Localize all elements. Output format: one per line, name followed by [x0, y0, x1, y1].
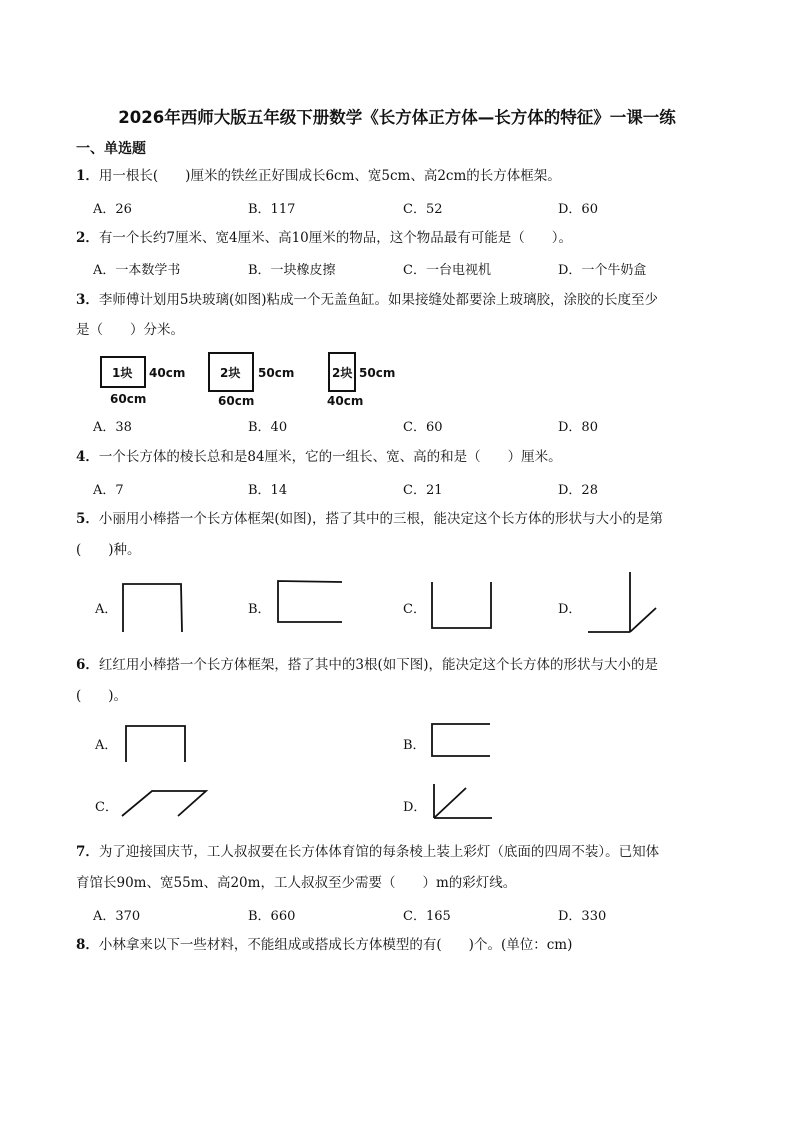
option-b[interactable]: B．40 [248, 420, 288, 435]
option-a[interactable]: A．38 [93, 420, 132, 435]
option-d[interactable]: D．60 [558, 202, 598, 217]
question-text: 红红用小棒搭一个长方体框架，搭了其中的3根(如下图)，能决定这个长方体的形状与大小的是 [98, 657, 659, 673]
question-4 [76, 447, 562, 467]
frame-figure-c [428, 580, 496, 632]
question-number: 3． [76, 292, 99, 308]
question-8 [76, 935, 572, 955]
piece-side-label: 50cm [359, 366, 396, 380]
question-6 [76, 655, 658, 675]
question-1 [76, 166, 561, 186]
question-2 [76, 228, 572, 248]
option-c[interactable]: C．一台电视机 [403, 263, 491, 278]
piece-side-label: 40cm [149, 366, 186, 380]
piece-side-label: 50cm [258, 366, 295, 380]
glass-piece-1 [100, 356, 146, 388]
option-c[interactable]: C．60 [403, 420, 443, 435]
option-c[interactable]: C． [95, 800, 118, 815]
question-text: 为了迎接国庆节，工人叔叔要在长方体体育馆的每条棱上装上彩灯（底面的四周不装）。已知体 [98, 844, 660, 860]
piece-bottom-label: 60cm [110, 392, 147, 406]
option-d[interactable]: D．28 [558, 483, 598, 498]
question-number: 6． [76, 657, 99, 673]
question-number: 7． [76, 844, 99, 860]
question-text: 用一根长( )厘米的铁丝正好围成长6cm、宽5cm、高2cm的长方体框架。 [98, 168, 561, 184]
option-a[interactable]: A．一本数学书 [93, 263, 181, 278]
frame-figure-a [122, 722, 190, 766]
question-text: 有一个长约7厘米、宽4厘米、高10厘米的物品，这个物品最有可能是（ ）。 [98, 230, 573, 246]
option-b[interactable]: B． [248, 602, 271, 617]
option-b[interactable]: B． [403, 738, 426, 753]
question-6-continued: ( )。 [76, 688, 128, 704]
question-text: 一个长方体的棱长总和是84厘米，它的一组长、宽、高的和是（ ）厘米。 [98, 449, 562, 465]
question-number: 4． [76, 449, 99, 465]
question-number: 8． [76, 937, 99, 953]
option-c[interactable]: C． [403, 602, 426, 617]
question-text: 李师傅计划用5块玻璃(如图)粘成一个无盖鱼缸。如果接缝处都要涂上玻璃胶，涂胶的长度至少 [98, 292, 659, 308]
option-a[interactable]: A． [95, 738, 118, 753]
frame-figure-c [118, 788, 210, 820]
frame-figure-d [584, 570, 660, 636]
question-number: 2． [76, 230, 99, 246]
question-7 [76, 842, 659, 862]
question-5 [76, 509, 663, 529]
question-number: 5． [76, 511, 99, 527]
option-d[interactable]: D．80 [558, 420, 598, 435]
piece-count-label: 2块 [220, 366, 241, 380]
glass-piece-2 [208, 352, 254, 392]
piece-bottom-label: 60cm [218, 394, 255, 408]
option-c[interactable]: C．165 [403, 909, 451, 924]
option-a[interactable]: A．7 [93, 483, 124, 498]
option-c[interactable]: C．52 [403, 202, 443, 217]
option-a[interactable]: A． [95, 602, 118, 617]
option-b[interactable]: B．117 [248, 202, 296, 217]
section-heading: 一、单选题 [76, 141, 146, 157]
option-a[interactable]: A．26 [93, 202, 132, 217]
option-d[interactable]: D．一个牛奶盒 [558, 263, 647, 278]
option-d[interactable]: D． [558, 602, 582, 617]
option-d[interactable]: D． [403, 800, 427, 815]
option-a[interactable]: A．370 [93, 909, 141, 924]
glass-piece-3 [328, 352, 356, 392]
option-c[interactable]: C．21 [403, 483, 443, 498]
option-d[interactable]: D．330 [558, 909, 607, 924]
question-number: 1． [76, 168, 99, 184]
piece-bottom-label: 40cm [327, 394, 364, 408]
frame-figure-b [428, 720, 494, 760]
piece-count-label: 1块 [112, 366, 133, 380]
option-b[interactable]: B．660 [248, 909, 296, 924]
question-3-continued: 是（ ）分米。 [76, 322, 184, 338]
frame-figure-b [274, 578, 346, 626]
question-7-continued: 育馆长90m、宽55m、高20m，工人叔叔至少需要（ ）m的彩灯线。 [76, 875, 517, 891]
document-title: 2026年西师大版五年级下册数学《长方体正方体—长方体的特征》一课一练 [118, 108, 676, 127]
piece-count-label: 2块 [332, 366, 353, 380]
frame-figure-a [120, 580, 186, 636]
frame-figure-d [428, 782, 496, 822]
option-b[interactable]: B．14 [248, 483, 288, 498]
question-5-continued: ( )种。 [76, 542, 141, 558]
question-text: 小林拿来以下一些材料，不能组成或搭成长方体模型的有( )个。(单位：cm) [98, 937, 573, 953]
option-b[interactable]: B．一块橡皮擦 [248, 263, 336, 278]
question-3 [76, 290, 658, 310]
question-text: 小丽用小棒搭一个长方体框架(如图)，搭了其中的三根，能决定这个长方体的形状与大小的是第 [98, 511, 663, 527]
